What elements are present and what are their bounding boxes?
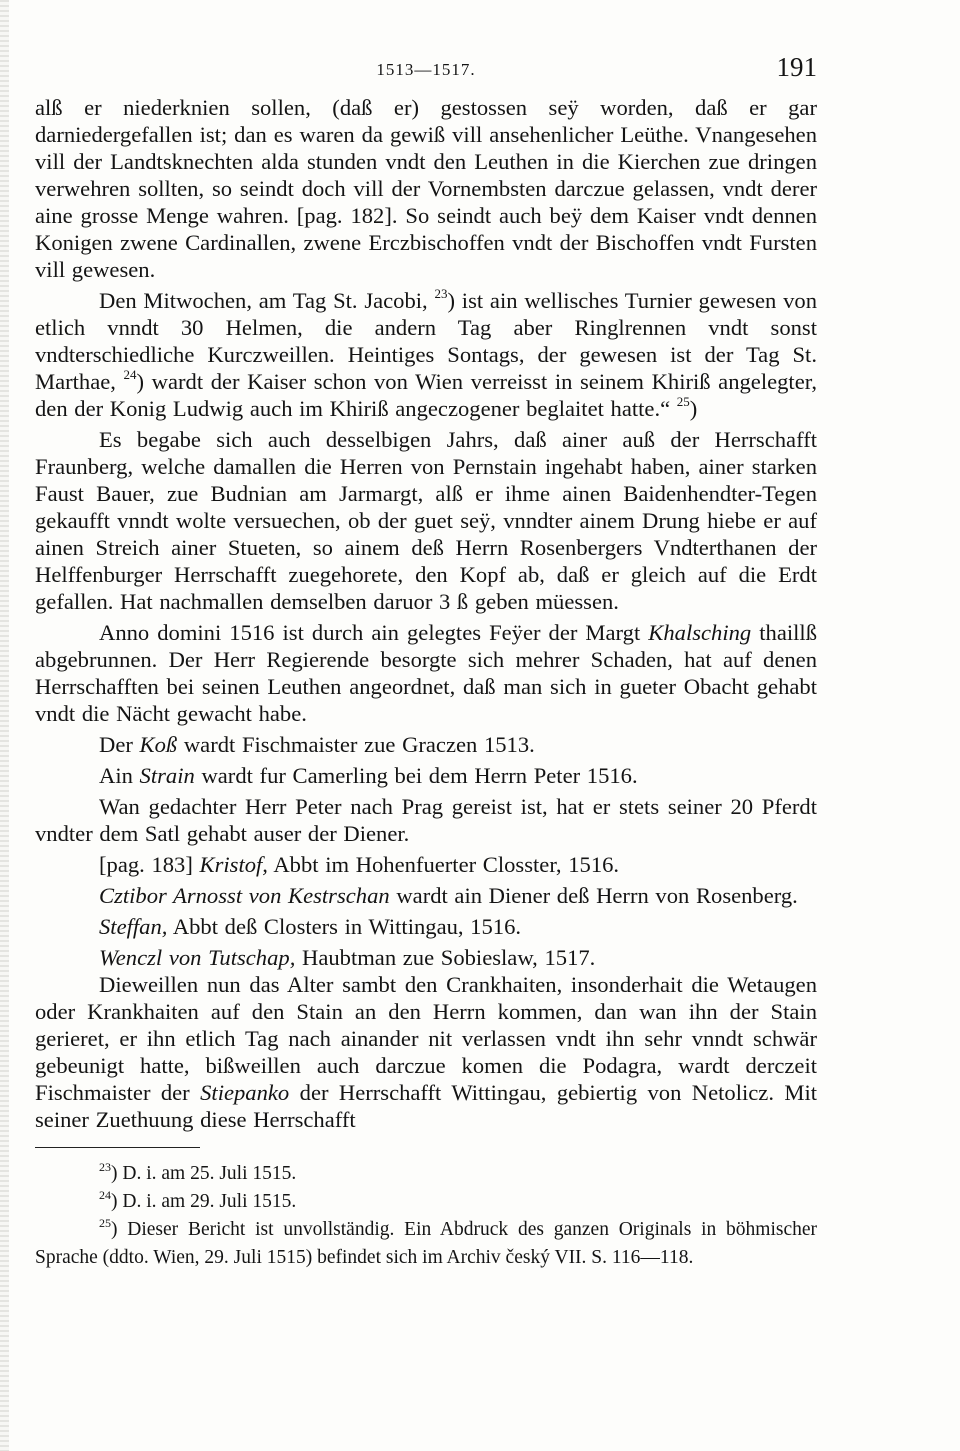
place-name: Khalsching [648,620,752,645]
paragraph-text: Haubtman zue Sobieslaw, 1517. [302,945,596,970]
person-name: Cztibor Arnosst von Kestrschan [99,883,390,908]
paragraph-text: Wan gedachter Herr Peter nach Prag gereist ist, hat er stets seiner 20 Pferdt vndter dem Satl gehabt auser der Diener. [35,794,817,846]
paragraph-text: Der [99,732,133,757]
page-number: 191 [776,52,817,82]
paragraph [35,851,817,878]
paragraph-text: ) [689,396,698,421]
footnote-ref: 23 [434,286,448,301]
footnote-ref: 24 [123,367,137,382]
footnote [35,1188,817,1216]
paragraph-text: Ain [99,763,133,788]
paragraph [35,287,817,422]
paragraph-text: Abbt im Hohenfuerter Closster, 1516. [273,852,620,877]
person-name: Stiepanko [200,1080,290,1105]
footnote-text: ) D. i. am 25. Juli 1515. [111,1163,297,1184]
scan-edge [0,0,9,1451]
paragraph [35,793,817,847]
paragraph-text: Abbt deß Closters in Wittingau, 1516. [172,914,522,939]
footnote-text: ) D. i. am 29. Juli 1515. [111,1191,297,1212]
paragraph [35,882,817,909]
paragraph-text: ) ist ain wellisches Turnier gewesen von etlich vnndt 30 Helmen, die andern Tag aber Ringlrennen vndt sonst vndterschiedliche Kurczweillen. Heintiges Sontags, der gewesen ist der Tag St. Marthae, [35,288,817,394]
book-page [35,52,817,1272]
footnote-text: ) Dieser Bericht ist unvollständig. Ein Abdruck des ganzen Originals in böhmischer Sprache (ddto. Wien, 29. Juli 1515) befindet sich im Archiv český VII. S. 116—118. [35,1219,817,1268]
paragraph-text: wardt fur Camerling bei dem Herrn Peter 1516. [201,763,638,788]
paragraph-text: ) wardt der Kaiser schon von Wien verreisst in seinem Khiriß angelegter, den der Konig Ludwig auch im Khiriß angeczogener beglaitet hatte.“ [35,369,818,421]
body-text [35,94,817,1133]
paragraph [35,944,817,971]
footnote-number: 24 [99,1188,111,1202]
paragraph [35,426,817,615]
paragraph [35,913,817,940]
paragraph-text: wardt ain Diener deß Herrn von Rosenberg. [396,883,798,908]
footnote [35,1216,817,1272]
running-head: 1513—1517. [376,60,476,79]
paragraph-text: Anno domini 1516 ist durch ain gelegtes Feÿer der Margt [99,620,641,645]
paragraph-text: thaillß abgebrunnen. Der Herr Regierende besorgte sich mehrer Schaden, hat auf denen Herrschafften bei seinen Leuthen angeordnet, daß man sich in gueter Obacht gehabt vndt die Nächt gewacht habe. [35,620,817,726]
paragraph-text: der Herrschafft Wittingau, gebiertig von Netolicz. Mit seiner Zuethuung diese Herrschafft [35,1080,818,1132]
footnote-number: 25 [99,1216,111,1230]
person-name: Strain [139,763,195,788]
paragraph-text: alß er niederknien sollen, (daß er) gestossen seÿ worden, daß er gar darniedergefallen ist; dan es waren da gewiß vill ansehenlicher Leüthe. Vnangesehen vill der Landtsknechten alda stunden vndt den Leuthen in die Kierchen zue dringen verwehren sollten, so seindt doch vill der Vornembsten darczue gelassen, vndt derer aine grosse Menge wahren. [pag. 182]. So seindt auch beÿ dem Kaiser vndt dennen Konigen zwene Cardinallen, zwene Erczbischoffen vndt der Bischoffen vndt Fursten vill gewesen. [35,95,817,282]
footnote-number: 23 [99,1160,111,1174]
footnote [35,1160,817,1188]
person-name: Steffan, [99,914,168,939]
footnote-rule [35,1147,200,1148]
paragraph [35,731,817,758]
footnotes [35,1160,817,1272]
paragraph-text: [pag. 183] [99,852,193,877]
paragraph [35,971,817,1133]
paragraph-text: Es begabe sich auch desselbigen Jahrs, daß ainer auß der Herrschafft Fraunberg, welche damallen die Herren von Pernstain ingehabt haben, ainer starken Faust Bauer, zue Budnian am Jarmargt, alß er ihme ainen Baidenhendter-Tegen gekaufft vnndt wolte versuechen, ob der guet seÿ, vnndter ainem Drung hiebe er auf ainen Streich ainer Stueten, so ainem deß Herrn Rosenbergers Vndterthanen der Helffenburger Herrschafft zuegehorete, den Kopf ab, daß er gleich auf die Erdt gefallen. Hat nachmallen demselben daruor 3 ß geben müessen. [35,427,817,614]
person-name: Koß [139,732,178,757]
paragraph-text: wardt Fischmaister zue Graczen 1513. [183,732,535,757]
paragraph-text: Dieweillen nun das Alter sambt den Crankhaiten, insonderhait die Wetaugen oder Krankhaiten auf den Stain an den Herrn kommen, dan wan ihn der Stain gerieret, er ihn etlich Tag nach ainander nit verlassen vndt ihn sehr vnndt schwär gebeunigt hatte, bißweillen auch darczue komen die Podagra, wardt derczeit Fischmaister der [35,972,817,1105]
page-header [35,52,817,94]
paragraph [35,762,817,789]
paragraph-text: Den Mitwochen, am Tag St. Jacobi, [99,288,428,313]
paragraph [35,94,817,283]
footnote-ref: 25 [676,394,690,409]
person-name: Kristof, [199,852,268,877]
person-name: Wenczl von Tutschap, [99,945,296,970]
paragraph [35,619,817,727]
